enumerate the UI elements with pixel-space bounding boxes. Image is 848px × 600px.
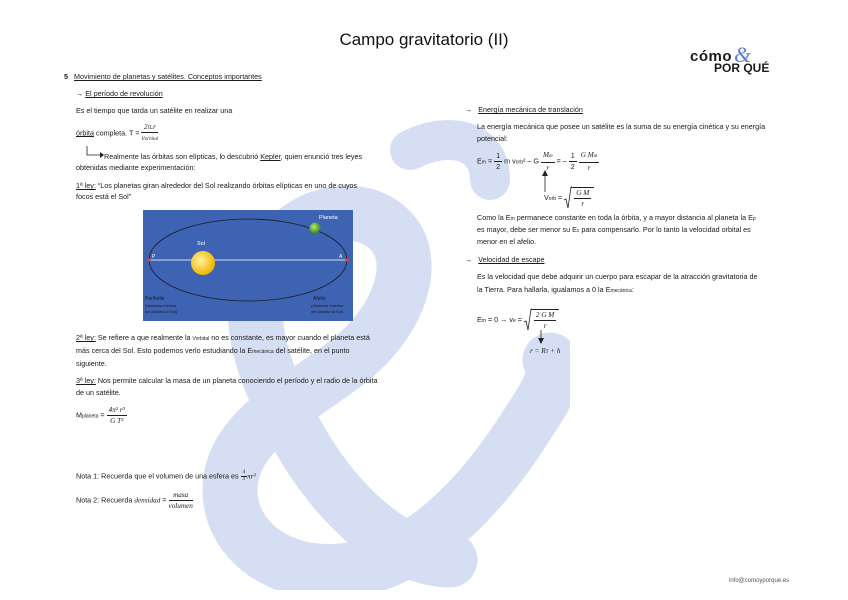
note2-density: densidad (134, 496, 161, 505)
arrow-bullet-icon: → (76, 89, 84, 98)
planet-label: Planeta (319, 215, 338, 221)
law2-b: no es constante, es mayor cuando el planeta está (209, 333, 370, 342)
escape-p2-a: la Tierra. Para hallarla, igualamos a 0 la E (477, 285, 611, 294)
sun-label: Sol (197, 241, 205, 247)
energy-c1-sub: m (510, 216, 515, 222)
law1-text2: focos está el Sol” (76, 192, 132, 201)
escape-heading (465, 255, 545, 265)
law2-vsub: Vorbital (192, 336, 210, 342)
vorb-sub: orb (548, 195, 557, 202)
escape-den: r (543, 322, 547, 330)
escape-p1: Es la velocidad que debe adquirir un cuerpo para escapar de la atracción gravitatoria de (477, 272, 758, 281)
energy-half-n: 1 (496, 151, 501, 160)
completa-text: completa. T = (93, 128, 142, 138)
note1 (76, 470, 256, 483)
orbita-word: órbita (76, 128, 94, 138)
note1-rest: πr³ (247, 472, 256, 481)
energy-c1-b: permanece constante en toda la órbita, y a mayor distancia al planeta la E (514, 213, 753, 222)
perihelion-point (147, 258, 151, 262)
energy-c1-a: Como la E (477, 213, 511, 222)
escape-r (530, 346, 560, 358)
energy-c2-a: es mayor, debe ser menor su E (477, 225, 577, 234)
kepler-note (104, 152, 362, 162)
law2-line2 (76, 346, 350, 357)
law3-num: 4π² r³ (108, 406, 125, 414)
a-label: A (339, 254, 343, 260)
arrow-bullet-icon: → (465, 105, 473, 114)
vorb-num: G M (576, 189, 590, 197)
law3-formula (76, 405, 127, 426)
law2-esub: mecánica (252, 349, 274, 355)
note2-fraction (169, 490, 193, 511)
escape-title: Velocidad de escape (478, 255, 545, 264)
law2-a: Se refiere a que realmente la (95, 333, 193, 342)
law3-msub: planeta (82, 413, 99, 420)
energy-c3: menor en el afelio. (477, 237, 537, 246)
law3-line2: de un satélite. (76, 388, 121, 397)
energy-emsub: m (481, 159, 486, 166)
energy-half2 (569, 151, 577, 172)
perihelio-desc2: del planeta al Sol) (145, 309, 178, 314)
law3-line1 (76, 376, 378, 386)
energy-gm-n-m: M (542, 151, 549, 159)
logo-line2: POR QUÉ (714, 61, 770, 75)
logo-mark: & (734, 42, 752, 67)
escape-em: E (477, 314, 482, 324)
kepler-note-a: Realmente las órbitas son elípticas, lo descubrió (104, 152, 261, 161)
note1-num: 4 (242, 470, 246, 475)
section-number: 5 (64, 72, 68, 81)
section-title: Movimiento de planetas y satélites. Conceptos importantes (74, 72, 262, 81)
afelio-label: Afelio (313, 296, 326, 302)
law2-d: del satélite, en el punto (273, 346, 350, 355)
escape-p2-sub: mecánica (610, 288, 632, 294)
law2-line1 (76, 333, 412, 344)
escape-vsub: e (512, 317, 516, 324)
note2-text: Nota 2: Recuerda (76, 495, 135, 505)
energy-p1: La energía mecánica que posee un satélite es la suma de su energía cinética y su energía (477, 122, 766, 131)
afelio-desc1: (distancia máxima (311, 303, 344, 308)
law3-m: M (76, 410, 82, 420)
energy-eq2: = – (554, 156, 569, 166)
escape-r-rest: + h (548, 347, 561, 355)
period-den (141, 133, 158, 145)
energy-c2-sub: c (576, 228, 580, 234)
escape-eq2: = (515, 314, 524, 324)
energy-gm-n-sub: m (548, 154, 553, 159)
energy-half (494, 151, 502, 172)
energy-vsub: orb (515, 159, 523, 166)
energy-mv: m v (502, 156, 516, 166)
energy-gm-d: r (546, 164, 550, 172)
note2-den: volumen (168, 502, 193, 510)
energy-c2-b: para compensarlo. Por lo tanto la velocidad orbital es (579, 225, 751, 234)
footer-email[interactable]: info@comoyporque.es (729, 578, 790, 584)
escape-p2-b: : (631, 285, 634, 294)
note2 (76, 490, 193, 511)
escape-sqrt (531, 309, 559, 331)
law3-a: Nos permite calcular la masa de un planeta conociendo el período y el radio de la órbita (95, 376, 378, 385)
energy-em: E (477, 156, 482, 166)
sun-icon (191, 251, 215, 275)
period-den-sub: orbital (144, 137, 159, 142)
kepler-note-b: , quien enunció tres leyes (280, 152, 363, 161)
corner-arrow-icon (86, 146, 106, 160)
energy-title: Energía mecánica de translación (478, 105, 583, 114)
p-label: P (152, 254, 156, 260)
energy-gm-n (541, 150, 555, 163)
energy-minus-g: – G (525, 156, 541, 166)
down-arrow-icon (536, 330, 546, 344)
period-den-v: v (141, 134, 145, 142)
vorb-sqrt (571, 187, 594, 209)
law2-c: más cerca del Sol. Esto podemos verlo estudiando la E (76, 346, 253, 355)
energy-result-d: r (587, 164, 591, 172)
energy-formula (477, 150, 599, 173)
note1-den: 3 (242, 477, 246, 482)
escape-formula (477, 308, 559, 332)
law3-fraction (107, 405, 127, 426)
escape-eq: = 0 → v (485, 314, 513, 324)
period-line1: Es el tiempo que tarda un satélite en realizar una (76, 106, 233, 115)
energy-half2-n: 1 (570, 151, 575, 160)
energy-result-n-sub: m (593, 154, 598, 159)
energy-sq: ² (522, 156, 526, 166)
page-title: Campo gravitatorio (II) (339, 30, 509, 49)
escape-emsub: m (481, 317, 486, 324)
law1-label: 1ª ley: (76, 181, 96, 190)
vorb-formula (544, 186, 594, 210)
law1-text: “Los planetas giran alrededor del Sol realizando órbitas elípticas en uno de cuyos (95, 181, 358, 190)
law1 (76, 181, 357, 191)
energy-p2: potencial: (477, 134, 508, 143)
period-heading (76, 89, 163, 99)
planet-icon (310, 223, 321, 234)
escape-p2 (477, 285, 634, 296)
law2-label: 2ª ley: (76, 333, 96, 342)
energy-c2 (477, 225, 751, 236)
period-fraction (141, 122, 158, 145)
escape-r-a: r = R (530, 347, 546, 355)
period-formula (76, 122, 158, 145)
note2-eq: = (160, 495, 169, 505)
law3-label: 3ª ley: (76, 376, 96, 385)
vorb-v: V (544, 192, 549, 202)
escape-num: 2 G M (535, 311, 555, 319)
section-heading (64, 72, 262, 82)
kepler-word: Kepler (260, 152, 281, 161)
energy-heading (465, 105, 583, 115)
period-title: El período de revolución (85, 89, 163, 98)
note1-text: Nota 1: Recuerda que el volumen de una esfera es (76, 471, 241, 481)
perihelio-label: Perihelio (145, 296, 165, 302)
escape-r-sub: T (545, 350, 549, 355)
law2-line3: siguiente. (76, 359, 107, 368)
energy-result-fraction (579, 150, 600, 173)
energy-half2-d: 2 (570, 162, 575, 171)
kepler-note-c: obtenidas mediante experimentación: (76, 163, 196, 172)
energy-result-n-gm: G M (580, 151, 594, 159)
perihelio-desc1: (distancia mínima (145, 303, 177, 308)
energy-c1-sub2: p (752, 216, 756, 222)
energy-result-n (579, 150, 600, 163)
vorb-den: r (581, 200, 585, 208)
energy-half-d: 2 (496, 162, 501, 171)
note2-num: masa (169, 490, 193, 501)
energy-c1 (477, 213, 756, 224)
orbit-diagram (143, 210, 353, 321)
law3-den: G T² (110, 417, 124, 425)
period-num: 2π.r (141, 122, 158, 133)
energy-eq1: = (485, 156, 495, 166)
law3-eq: = (98, 410, 107, 420)
vorb-eq: = (556, 192, 565, 202)
afelio-desc2: del planeta al Sol) (311, 309, 344, 314)
logo-line1: cómo (690, 48, 733, 65)
arrow-bullet-icon: → (465, 255, 473, 264)
logo (690, 42, 780, 78)
aphelion-point (345, 258, 349, 262)
